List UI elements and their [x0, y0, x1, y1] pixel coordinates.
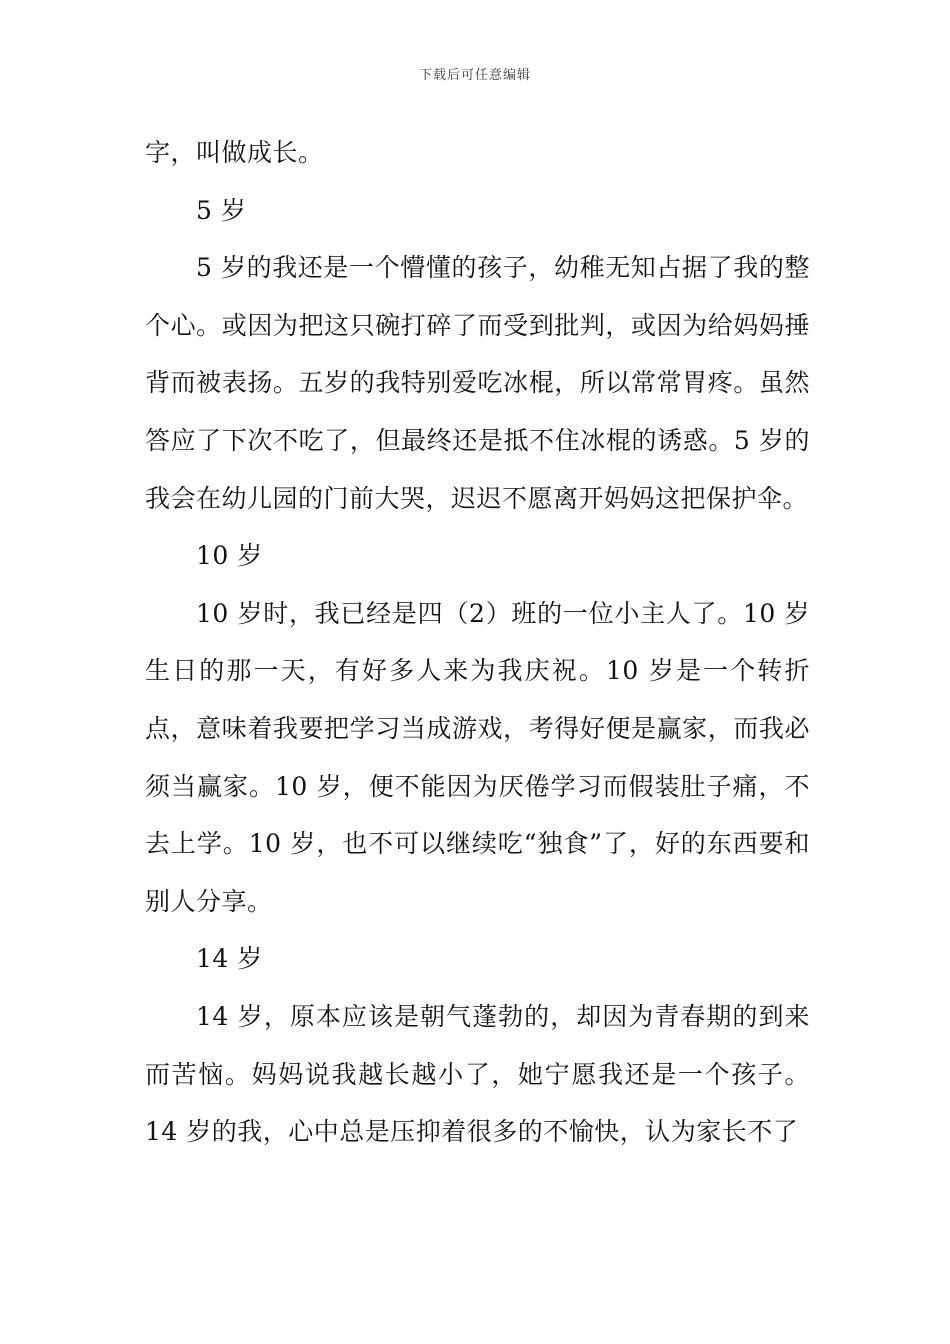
body-text	[145, 124, 810, 1161]
paragraph-age-14: 14 岁，原本应该是朝气蓬勃的，却因为青春期的到来而苦恼。妈妈说我越长越小了，她宁愿我还是一个孩子。14 岁的我，心中总是压抑着很多的不愉快，认为家长不了	[145, 1001, 810, 1147]
paragraph-continuation: 字，叫做成长。	[145, 138, 324, 167]
paragraph-age-5: 5 岁的我还是一个懵懂的孩子，幼稚无知占据了我的整个心。或因为把这只碗打碎了而受到批判，或因为给妈妈捶背而被表扬。五岁的我特别爱吃冰棍，所以常常胃疼。虽然答应了下次不吃了，但最终还是抵不住冰棍的诱惑。5 岁的我会在幼儿园的门前大哭，迟迟不愿离开妈妈这把保护伞。	[145, 253, 810, 513]
section-heading-14: 14 岁	[196, 944, 263, 974]
section-heading-5: 5 岁	[196, 195, 247, 225]
section-heading-10: 10 岁	[196, 541, 263, 571]
page-header: 下载后可任意编辑	[418, 68, 531, 83]
paragraph-age-10: 10 岁时，我已经是四（2）班的一位小主人了。10 岁生日的那一天，有好多人来为我庆祝。10 岁是一个转折点，意味着我要把学习当成游戏，考得好便是赢家，而我必须当赢家。10 岁，便不能因为厌倦学习而假装肚子痛，不去上学。10 岁，也不可以继续吃“独食”了，好的东西要和别人分享。	[145, 598, 810, 916]
